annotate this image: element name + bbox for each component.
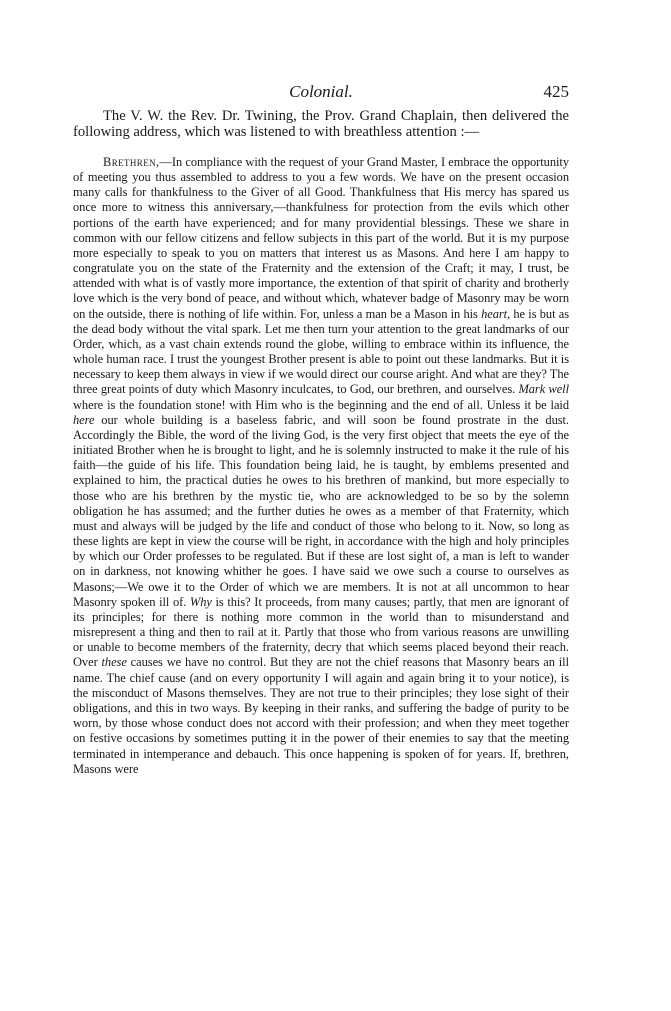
emphasis-these: these	[101, 655, 127, 670]
emphasis-heart: heart,	[481, 306, 511, 321]
address-paragraph	[73, 155, 569, 777]
salutation: Brethren,	[103, 154, 160, 169]
address-text-6: causes we have no control. But they are not the chief reasons that Masonry bears an ill name. The chief cause (and on every opportunity I will again and again bring it to your notice), is the misconduct of Masons themselves. They are not true to their principles; they lose sight of their obligations, and this in two ways. By keeping in their ranks, and suffering the badge of purity to be worn, by those whose conduct does not accord with their profession; and when they meet together on festive occasions by sometimes putting it in the power of their enemies to say that the meeting terminated in intemperance and debauch. This once happening is spoken of for years. If, brethren, Masons were	[73, 655, 569, 776]
emphasis-mark-well: Mark well	[518, 382, 569, 397]
address-text-2: he is but as the dead body without the vital spark. Let me then turn your attention to the great landmarks of our Order, which, as a vast chain extends round the globe, willing to embrace within its influence, the whole human race. I trust the youngest Brother present is able to point out these landmarks. But it is necessary to keep them always in view if we would direct our course aright. And what are they? The three great points of duty which Masonry inculcates, to God, our brethren, and ourselves.	[73, 306, 569, 397]
emphasis-here: here	[73, 412, 95, 427]
address-text-1: —In compliance with the request of your Grand Master, I embrace the opportunity of meeting you thus assembled to address to you a few words. We have on the present occasion many calls for thankfulness to the Giver of all Good. Thankfulness that His mercy has spared us once more to witness this anniversary,—thankfulness for protection from the evils which other portions of the earth have experienced; and for many providential blessings. These we share in common with our fellow citizens and fellow subjects in this part of the world. But it is my purpose more especially to speak to you on matters that interest us as Masons. And here I am happy to congratulate you on the state of the Fraternity and the extension of the Craft; it may, I trust, be attended with what is of vastly more importance, the extention of that spirit of charity and brotherly love which is the very bond of peace, and without which, whatever badge of Masonry may be worn on the outside, there is nothing of life within. For, unless a man be a Mason in his	[73, 154, 569, 321]
running-head	[73, 82, 569, 108]
emphasis-why: Why	[189, 594, 212, 609]
running-title: Colonial.	[289, 82, 353, 101]
address-text-4: our whole building is a baseless fabric, and will soon be found prostrate in the dust. Accordingly the Bible, the word of the living God, is the very first object that meets the eye of the initiated Brother when he is brought to light, and he is solemnly instructed to make it the rule of his faith—the guide of his life. This foundation being laid, he is taught, by emblems presented and explained to him, the practical duties he owes to his brethren of mankind, but more especially to those who are his brethren by the mystic tie, who are acknowledged to be so by the solemn obligation he has assumed; and the further duties he owes as a member of that Fraternity, which must and always will be judged by the life and conduct of those who belong to it. Now, so long as these lights are kept in view the course will be right, in accordance with the high and holy principles by which our Order professes to be regulated. But if these are lost sight of, a man is left to wander on in darkness, not knowing whither he goes. I have said we owe such a course to ourselves as Masons;—We owe it to the Order of which we are members. It is not at all uncommon to hear Masonry spoken ill of.	[73, 412, 569, 609]
book-page	[73, 82, 569, 777]
page-number: 425	[543, 82, 569, 101]
address-text-5: is this? It proceeds, from many causes; partly, that men are ignorant of its principles; for there is nothing more common in the world than to misunderstand and misrepresent a thing and then to rail at it. Partly that those who from various reasons are unwilling or unable to become members of the fraternity, decry that which seems placed beyond their reach. Over	[73, 594, 570, 670]
address-text-3: where is the foundation stone! with Him who is the beginning and the end of all. Unless it be laid	[73, 397, 569, 412]
intro-paragraph: The V. W. the Rev. Dr. Twining, the Prov. Grand Chaplain, then delivered the following address, which was listened to with breathless attention :—	[73, 108, 569, 141]
